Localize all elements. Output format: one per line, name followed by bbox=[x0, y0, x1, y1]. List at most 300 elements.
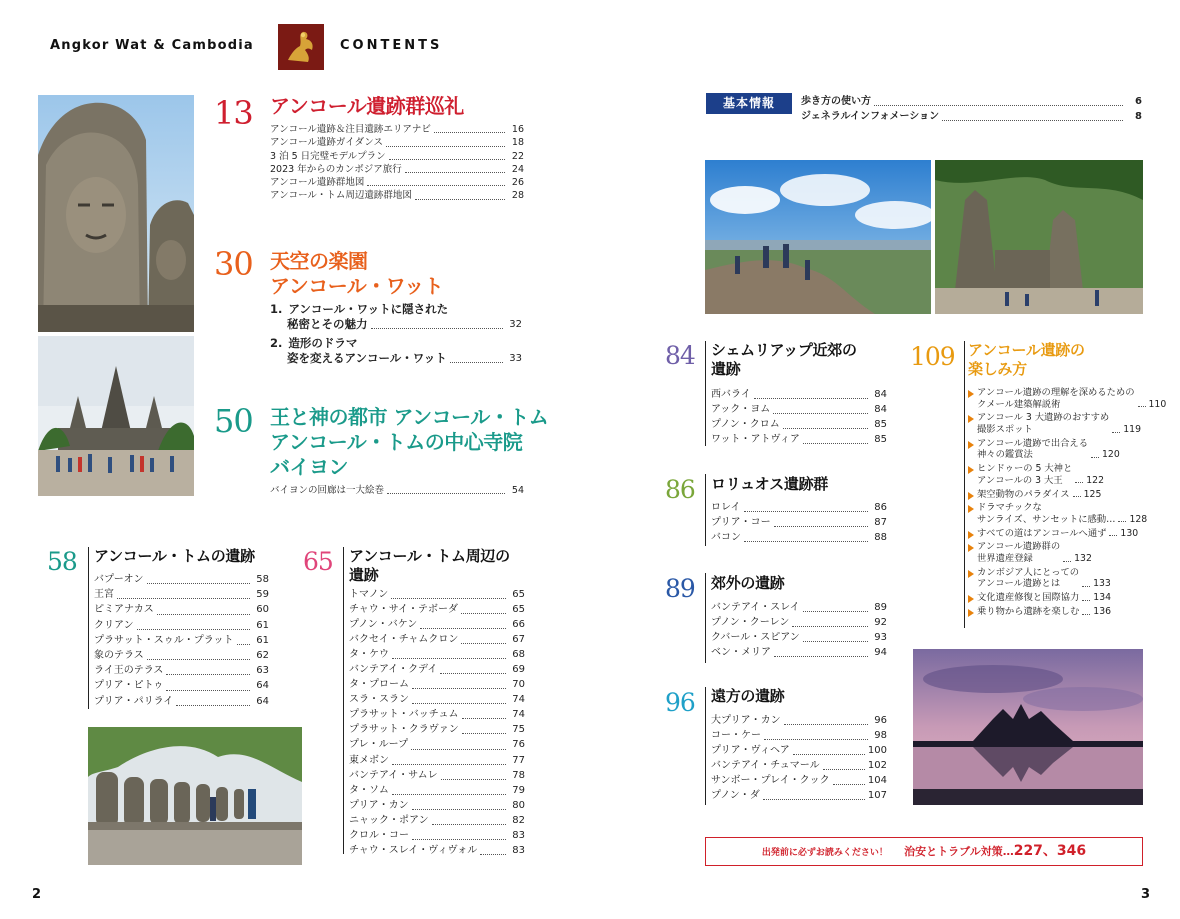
leader-dots bbox=[763, 799, 865, 800]
toc-entry[interactable] bbox=[968, 489, 1143, 501]
toc-entry-page: 93 bbox=[874, 632, 887, 643]
toc-entry[interactable] bbox=[94, 648, 269, 663]
toc-entry[interactable] bbox=[711, 728, 887, 743]
toc-entry-title: アンコール・トム周辺遺跡群地図 bbox=[270, 190, 412, 202]
mountain-view-photo bbox=[705, 160, 931, 314]
toc-entry[interactable] bbox=[968, 528, 1143, 540]
leader-dots bbox=[176, 705, 250, 706]
section-number: 58 bbox=[47, 547, 77, 576]
toc-entry[interactable] bbox=[711, 788, 887, 803]
divider bbox=[705, 573, 706, 663]
toc-entry[interactable] bbox=[801, 94, 1142, 109]
toc-entry-title: プノン・クロム bbox=[711, 419, 780, 430]
section-number: 65 bbox=[303, 547, 333, 576]
section-number: 84 bbox=[665, 341, 695, 370]
toc-entry-title: アンコールの 3 大王 bbox=[977, 474, 1063, 486]
leader-dots bbox=[434, 132, 505, 133]
toc-entry-title: タ・プローム bbox=[349, 679, 409, 691]
toc-entry[interactable] bbox=[968, 502, 1148, 525]
leader-dots bbox=[773, 413, 868, 414]
toc-entry-title: プノン・ダ bbox=[711, 790, 760, 801]
toc-entry-title: バンテアイ・クデイ bbox=[349, 664, 438, 676]
leader-dots bbox=[783, 428, 868, 429]
section-number: 30 bbox=[214, 245, 253, 283]
toc-entry[interactable] bbox=[349, 753, 525, 768]
divider bbox=[88, 547, 89, 709]
toc-entry-title: コー・ケー bbox=[711, 730, 761, 741]
apsara-logo bbox=[278, 24, 324, 70]
toc-entry-title: 王宮 bbox=[94, 589, 114, 601]
toc-entry[interactable] bbox=[711, 713, 887, 728]
toc-entry[interactable] bbox=[270, 302, 522, 332]
toc-entry-title: プノン・バケン bbox=[349, 619, 418, 631]
toc-entry[interactable] bbox=[711, 758, 887, 773]
section-title-line: 天空の楽園 bbox=[270, 249, 368, 273]
leader-dots bbox=[461, 643, 506, 644]
toc-entry-page: 58 bbox=[256, 574, 269, 585]
leader-dots bbox=[1082, 600, 1090, 601]
toc-entry-page: 120 bbox=[1102, 449, 1120, 461]
toc-entry[interactable] bbox=[349, 798, 525, 813]
toc-entry-title: チャウ・スレイ・ヴィヴォル bbox=[349, 844, 478, 856]
notice-label: 治安とトラブル対策… bbox=[904, 845, 1014, 858]
section-number: 96 bbox=[665, 688, 695, 717]
toc-entry-page: 136 bbox=[1093, 605, 1112, 617]
toc-entry-title: クリアン bbox=[94, 619, 134, 631]
section-number: 13 bbox=[214, 94, 253, 132]
toc-entry-title: ベン・メリア bbox=[711, 647, 771, 658]
leader-dots bbox=[942, 120, 1123, 121]
toc-entry[interactable] bbox=[711, 500, 887, 515]
toc-entry[interactable] bbox=[968, 438, 1143, 461]
leader-dots bbox=[450, 362, 503, 363]
toc-entry-page: 63 bbox=[256, 665, 269, 677]
toc-entry-title: ライ王のテラス bbox=[94, 665, 164, 677]
toc-entry[interactable] bbox=[349, 602, 525, 617]
toc-entry-title: バンテアイ・スレイ bbox=[711, 602, 800, 613]
toc-entry-page: 24 bbox=[511, 163, 524, 175]
toc-entry-page: 77 bbox=[512, 754, 525, 766]
toc-entry[interactable] bbox=[349, 737, 525, 752]
toc-entry[interactable] bbox=[270, 123, 524, 136]
leader-dots bbox=[1118, 521, 1126, 522]
divider bbox=[705, 687, 706, 805]
toc-entry-title: クメール建築解説術 bbox=[977, 398, 1061, 410]
leader-dots bbox=[774, 656, 868, 657]
toc-list bbox=[801, 94, 1142, 124]
toc-entry-page: 110 bbox=[1148, 398, 1167, 410]
toc-entry-title: バクセイ・チャムクロン bbox=[349, 634, 459, 646]
leader-dots bbox=[412, 703, 506, 704]
toc-entry-title: アック・ヨム bbox=[711, 404, 771, 415]
leader-dots bbox=[1138, 406, 1146, 407]
toc-entry-page: 96 bbox=[874, 715, 887, 726]
toc-entry-title: スラ・スラン bbox=[349, 694, 409, 706]
leader-dots bbox=[147, 583, 251, 584]
toc-entry[interactable] bbox=[968, 463, 1143, 486]
toc-entry[interactable] bbox=[94, 572, 269, 587]
toc-entry-title: プリア・カン bbox=[349, 799, 409, 811]
toc-entry[interactable] bbox=[711, 417, 887, 432]
section-number: 86 bbox=[665, 475, 695, 504]
toc-entry-page: 125 bbox=[1083, 488, 1102, 500]
toc-entry-page: 74 bbox=[512, 694, 525, 706]
toc-entry[interactable] bbox=[270, 336, 522, 366]
toc-entry[interactable] bbox=[349, 707, 525, 722]
toc-entry[interactable] bbox=[270, 176, 524, 189]
leader-dots bbox=[1109, 535, 1117, 536]
toc-entry[interactable] bbox=[349, 647, 525, 662]
leader-dots bbox=[1063, 561, 1071, 562]
toc-list bbox=[270, 123, 524, 203]
toc-entry-title: 秘密とその魅力 bbox=[287, 317, 368, 331]
leader-dots bbox=[392, 794, 506, 795]
toc-entry-page: 104 bbox=[867, 775, 887, 786]
leader-dots bbox=[411, 749, 506, 750]
toc-entry[interactable] bbox=[270, 163, 524, 176]
leader-dots bbox=[367, 185, 505, 186]
toc-entry-page: 75 bbox=[512, 724, 525, 736]
leader-dots bbox=[405, 172, 505, 173]
toc-entry[interactable] bbox=[711, 630, 887, 645]
toc-entry-page: 88 bbox=[874, 532, 887, 543]
toc-entry-page: 84 bbox=[874, 404, 887, 415]
toc-entry[interactable] bbox=[711, 645, 887, 660]
toc-entry[interactable] bbox=[94, 694, 269, 709]
toc-entry-title: クロル・コー bbox=[349, 829, 409, 841]
section-title-line: アンコール・トムの中心寺院 bbox=[270, 430, 523, 454]
toc-entry[interactable] bbox=[94, 633, 269, 648]
section-title bbox=[711, 341, 857, 379]
toc-entry[interactable] bbox=[94, 663, 269, 678]
toc-entry[interactable] bbox=[349, 768, 525, 783]
toc-entry-title: 大プリア・カン bbox=[711, 715, 781, 726]
leader-dots bbox=[874, 105, 1123, 106]
leader-dots bbox=[420, 628, 506, 629]
notice-lead: 出発前に必ずお読みください！ bbox=[761, 848, 888, 858]
toc-entry-page: 67 bbox=[512, 634, 525, 646]
toc-entry-title: アンコール・ワットに隠された bbox=[288, 302, 449, 316]
toc-entry-title: ロレイ bbox=[711, 502, 741, 513]
toc-list bbox=[94, 572, 269, 709]
page-number-left: 2 bbox=[32, 887, 42, 902]
toc-entry-page: 6 bbox=[1135, 96, 1142, 107]
toc-entry-title: 2023 年からのカンボジア旅行 bbox=[270, 163, 402, 175]
basic-info-badge: 基本情報 bbox=[706, 93, 792, 114]
toc-entry-title: バンテアイ・チュマール bbox=[711, 760, 820, 771]
leader-dots bbox=[1082, 614, 1090, 615]
ta-prohm-photo bbox=[935, 160, 1143, 314]
leader-dots bbox=[387, 493, 505, 494]
leader-dots bbox=[793, 754, 865, 755]
toc-entry[interactable] bbox=[94, 602, 269, 617]
section-title-line: 遺跡 bbox=[349, 566, 379, 584]
toc-entry-title: 西バライ bbox=[711, 389, 751, 400]
toc-entry-title: プリア・ピトゥ bbox=[94, 680, 164, 692]
toc-entry-title: アンコール遺跡群の bbox=[977, 541, 1061, 553]
toc-entry-page: 69 bbox=[512, 664, 525, 676]
toc-entry[interactable] bbox=[968, 541, 1143, 564]
toc-entry-page: 85 bbox=[874, 434, 887, 445]
leader-dots bbox=[137, 629, 250, 630]
toc-entry[interactable] bbox=[711, 530, 887, 545]
section-title bbox=[270, 249, 443, 299]
leader-dots bbox=[1073, 496, 1081, 497]
leader-dots bbox=[432, 824, 506, 825]
toc-entry-page: 100 bbox=[867, 745, 887, 756]
leader-dots bbox=[1112, 432, 1120, 433]
toc-entry-title: プラサット・スゥル・プラット bbox=[94, 634, 234, 646]
toc-entry[interactable] bbox=[711, 515, 887, 530]
section-title bbox=[968, 341, 1085, 379]
toc-entry-page: 134 bbox=[1093, 592, 1112, 604]
toc-entry-title: バコン bbox=[711, 532, 741, 543]
leader-dots bbox=[237, 644, 251, 645]
toc-entry-title: アンコール 3 大遺跡のおすすめ bbox=[977, 412, 1110, 424]
toc-entry[interactable] bbox=[349, 722, 525, 737]
section-title-line: アンコール・トム周辺の bbox=[349, 547, 510, 565]
toc-entry[interactable] bbox=[270, 189, 524, 202]
leader-dots bbox=[386, 146, 505, 147]
toc-entry-page: 76 bbox=[512, 739, 525, 751]
section-title-line: アンコール・ワット bbox=[270, 274, 444, 298]
toc-entry-page: 64 bbox=[256, 680, 269, 692]
toc-entry-page: 128 bbox=[1129, 513, 1148, 525]
toc-entry-title: プリア・パリライ bbox=[94, 695, 174, 707]
toc-entry[interactable] bbox=[270, 484, 524, 497]
toc-entry-title: プリア・ヴィヘア bbox=[711, 745, 790, 756]
toc-entry-title: 姿を変えるアンコール・ワット bbox=[287, 351, 447, 365]
section-title: アンコール・トムの遺跡 bbox=[94, 547, 255, 565]
toc-list bbox=[711, 500, 887, 545]
toc-entry-title: バンテアイ・サムレ bbox=[349, 769, 438, 781]
toc-entry-title: バプーオン bbox=[94, 574, 144, 585]
section-title-line: 王と神の都市 アンコール・トム bbox=[270, 405, 549, 429]
toc-entry-title: ヒンドゥーの 5 大神と bbox=[977, 463, 1073, 475]
toc-entry-page: 68 bbox=[512, 649, 525, 661]
toc-entry-title: ワット・アトヴィア bbox=[711, 434, 800, 445]
toc-entry[interactable] bbox=[349, 677, 525, 692]
section-title: 郊外の遺跡 bbox=[711, 574, 785, 592]
toc-entry-page: 66 bbox=[512, 619, 525, 631]
section-title: 遠方の遺跡 bbox=[711, 687, 785, 705]
toc-entry-title: クバール・スピアン bbox=[711, 632, 800, 643]
toc-entry-page: 79 bbox=[512, 784, 525, 796]
toc-entry-title: 3 泊 5 日完璧モデルプラン bbox=[270, 150, 386, 162]
toc-entry-page: 85 bbox=[874, 419, 887, 430]
toc-entry-page: 86 bbox=[874, 502, 887, 513]
toc-entry-page: 64 bbox=[256, 695, 269, 707]
leader-dots bbox=[823, 769, 865, 770]
leader-dots bbox=[412, 688, 506, 689]
section-number: 109 bbox=[910, 342, 955, 371]
toc-entry-page: 80 bbox=[512, 799, 525, 811]
leader-dots bbox=[117, 598, 250, 599]
toc-entry-page: 83 bbox=[512, 844, 525, 856]
toc-entry-page: 82 bbox=[512, 814, 525, 826]
toc-entry-title: アンコール遺跡の理解を深めるための bbox=[977, 387, 1135, 398]
toc-entry-title: 撮影スポット bbox=[977, 423, 1033, 435]
toc-entry-title: アンコール遺跡ガイダンス bbox=[270, 137, 383, 149]
toc-entry-page: 26 bbox=[511, 177, 524, 189]
toc-entry-title: ニャック・ポアン bbox=[349, 814, 429, 826]
toc-entry-title: 東メボン bbox=[349, 754, 389, 766]
leader-dots bbox=[157, 614, 250, 615]
toc-entry-title: トマノン bbox=[349, 589, 389, 600]
leader-dots bbox=[754, 398, 868, 399]
toc-entry-page: 65 bbox=[512, 589, 525, 600]
leader-dots bbox=[147, 659, 250, 660]
toc-entry-page: 107 bbox=[867, 790, 887, 801]
leader-dots bbox=[392, 658, 506, 659]
leader-dots bbox=[1075, 482, 1083, 483]
leader-dots bbox=[461, 613, 506, 614]
leader-dots bbox=[371, 328, 504, 329]
toc-entry-title: ピミアナカス bbox=[94, 604, 154, 616]
bayon-faces-photo bbox=[38, 95, 194, 332]
toc-entry-page: 130 bbox=[1120, 527, 1139, 539]
toc-entry-page: 74 bbox=[512, 709, 525, 721]
toc-entry-title: 架空動物のパラダイス bbox=[977, 488, 1070, 500]
leader-dots bbox=[462, 733, 506, 734]
toc-entry[interactable] bbox=[94, 587, 269, 602]
leader-dots bbox=[833, 784, 865, 785]
leader-dots bbox=[1082, 586, 1090, 587]
toc-entry-title: プノン・クーレン bbox=[711, 617, 790, 628]
brand-title: Angkor Wat & Cambodia bbox=[50, 38, 254, 53]
divider bbox=[964, 341, 965, 628]
toc-entry[interactable] bbox=[968, 606, 1143, 618]
leader-dots bbox=[1091, 457, 1099, 458]
toc-entry[interactable] bbox=[711, 743, 887, 758]
toc-entry-title: 歩き方の使い方 bbox=[801, 96, 871, 107]
toc-entry-page: 28 bbox=[511, 190, 524, 202]
toc-entry[interactable] bbox=[711, 387, 887, 402]
toc-entry-page: 32 bbox=[509, 319, 522, 330]
toc-entry-title: チャウ・サイ・テボーダ bbox=[349, 604, 458, 616]
section-title: ロリュオス遺跡群 bbox=[711, 475, 829, 493]
toc-list bbox=[270, 484, 524, 497]
toc-entry[interactable] bbox=[349, 662, 525, 677]
toc-entry-title: プラサット・バッチュム bbox=[349, 709, 459, 721]
gate-statues-photo bbox=[88, 727, 302, 865]
toc-entry-page: 59 bbox=[256, 589, 269, 601]
toc-entry-page: 83 bbox=[512, 829, 525, 841]
section-title bbox=[270, 405, 548, 480]
toc-entry[interactable] bbox=[270, 136, 524, 149]
leader-dots bbox=[803, 443, 868, 444]
toc-entry[interactable] bbox=[711, 615, 887, 630]
toc-entry-title: ジェネラルインフォメーション bbox=[801, 111, 940, 122]
toc-entry[interactable] bbox=[968, 412, 1143, 435]
section-number: 89 bbox=[665, 574, 695, 603]
notice-pages: 227、346 bbox=[1013, 843, 1087, 859]
toc-entry-title: サンボー・プレイ・クック bbox=[711, 775, 830, 786]
section-title-line: 遺跡 bbox=[711, 360, 741, 378]
leader-dots bbox=[744, 511, 869, 512]
safety-notice[interactable] bbox=[705, 837, 1143, 866]
toc-entry-title: 文化遺産修復と国際協力 bbox=[977, 592, 1080, 604]
leader-dots bbox=[744, 541, 868, 542]
leader-dots bbox=[803, 611, 868, 612]
toc-entry-page: 92 bbox=[874, 617, 887, 628]
toc-entry[interactable] bbox=[349, 692, 525, 707]
toc-entry[interactable] bbox=[349, 783, 525, 798]
toc-entry-page: 98 bbox=[874, 730, 887, 741]
contents-heading: CONTENTS bbox=[340, 38, 443, 53]
toc-entry-page: 16 bbox=[511, 124, 524, 135]
leader-dots bbox=[440, 673, 506, 674]
section-title-line: アンコール遺跡の bbox=[968, 341, 1085, 359]
toc-entry[interactable] bbox=[349, 843, 525, 858]
toc-entry-title: アンコール遺跡＆注目遺跡エリアナビ bbox=[270, 124, 431, 135]
leader-dots bbox=[462, 718, 507, 719]
toc-entry[interactable] bbox=[968, 387, 1167, 410]
toc-entry-title: プラサット・クラヴァン bbox=[349, 724, 459, 736]
leader-dots bbox=[784, 724, 868, 725]
toc-entry[interactable] bbox=[711, 600, 887, 615]
toc-entry[interactable] bbox=[349, 632, 525, 647]
section-title: アンコール遺跡群巡礼 bbox=[270, 94, 464, 118]
leader-dots bbox=[166, 690, 250, 691]
toc-entry-title: カンボジア人にとっての bbox=[977, 566, 1080, 578]
toc-entry-title: タ・ソム bbox=[349, 784, 389, 796]
toc-entry[interactable] bbox=[349, 813, 525, 828]
toc-entry-page: 70 bbox=[512, 679, 525, 691]
toc-entry-number: 2. bbox=[270, 336, 283, 350]
toc-entry[interactable] bbox=[349, 617, 525, 632]
angkor-wat-photo bbox=[38, 336, 194, 496]
toc-list bbox=[711, 713, 887, 803]
leader-dots bbox=[792, 626, 868, 627]
toc-entry[interactable] bbox=[94, 618, 269, 633]
leader-dots bbox=[415, 199, 505, 200]
toc-entry-page: 22 bbox=[511, 150, 524, 162]
leader-dots bbox=[392, 764, 506, 765]
section-title-line: シェムリアップ近郊の bbox=[711, 341, 857, 359]
leader-dots bbox=[441, 779, 506, 780]
toc-entry[interactable] bbox=[270, 150, 524, 163]
toc-entry[interactable] bbox=[968, 567, 1143, 590]
section-number: 50 bbox=[214, 402, 253, 440]
toc-entry[interactable] bbox=[94, 678, 269, 693]
toc-entry[interactable] bbox=[711, 432, 887, 447]
toc-entry[interactable] bbox=[968, 592, 1143, 604]
leader-dots bbox=[389, 159, 505, 160]
section-title-line: バイヨン bbox=[270, 455, 348, 479]
sunset-photo bbox=[913, 649, 1143, 805]
toc-entry-page: 60 bbox=[256, 604, 269, 616]
toc-entry-title: 世界遺産登録 bbox=[977, 553, 1033, 565]
toc-entry-title: サンライズ、サンセットに感動… bbox=[977, 513, 1116, 525]
toc-entry[interactable] bbox=[349, 587, 525, 602]
toc-entry-title: バイヨンの回廊は一大絵巻 bbox=[270, 485, 385, 496]
section-title-line: 楽しみ方 bbox=[968, 360, 1027, 378]
toc-list bbox=[270, 302, 522, 370]
toc-entry[interactable] bbox=[349, 828, 525, 843]
toc-list bbox=[711, 387, 887, 447]
toc-entry-title: 乗り物から遺跡を楽しむ bbox=[977, 605, 1080, 617]
toc-entry[interactable] bbox=[711, 773, 887, 788]
toc-entry-page: 84 bbox=[874, 389, 887, 400]
toc-entry-page: 33 bbox=[509, 353, 522, 364]
toc-entry-page: 61 bbox=[256, 619, 269, 631]
toc-entry-page: 122 bbox=[1086, 474, 1105, 486]
toc-entry[interactable] bbox=[801, 109, 1142, 124]
divider bbox=[705, 474, 706, 546]
toc-entry-page: 62 bbox=[256, 650, 269, 662]
toc-entry[interactable] bbox=[711, 402, 887, 417]
